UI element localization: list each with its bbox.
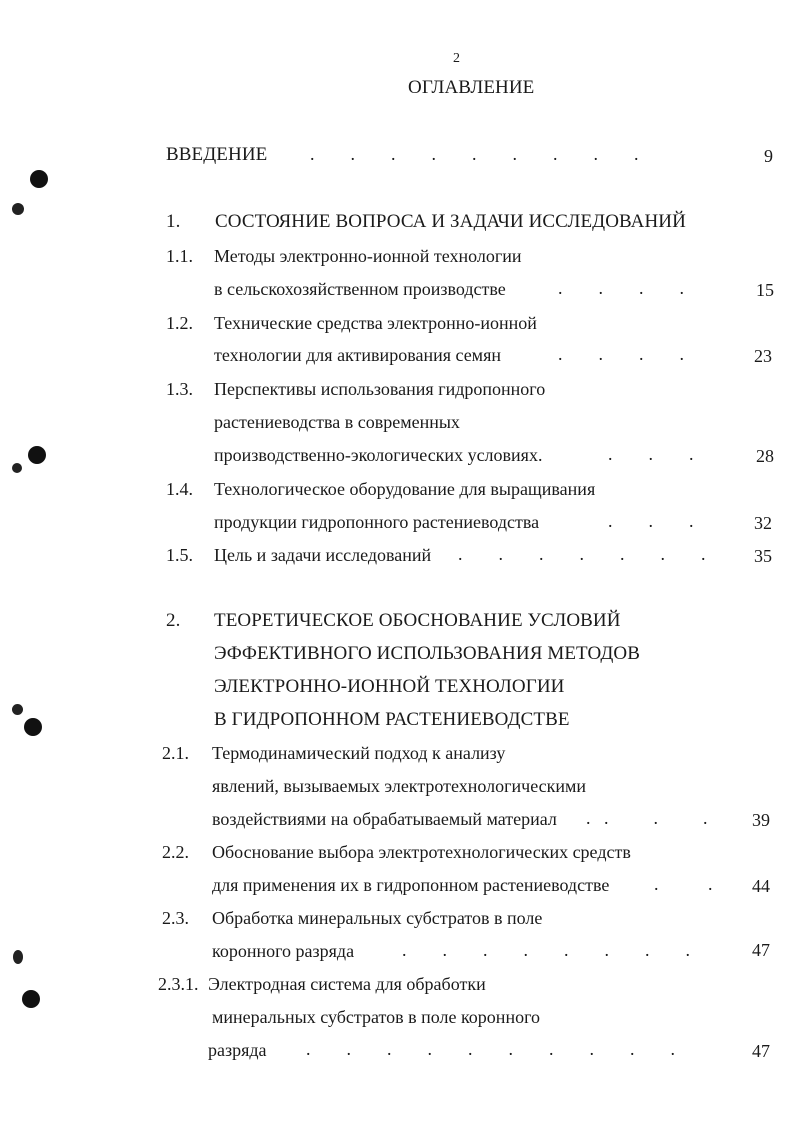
toc-item-line: Электродная система для обработки bbox=[208, 974, 486, 994]
toc-item-line: Цель и задачи исследований bbox=[214, 545, 432, 565]
toc-leader-dots: . . . bbox=[608, 444, 694, 464]
toc-item-page: 47 bbox=[752, 1041, 770, 1061]
toc-item-page: 32 bbox=[754, 513, 772, 533]
toc-ch1-title: СОСТОЯНИЕ ВОПРОСА И ЗАДАЧИ ИССЛЕДОВАНИЙ bbox=[215, 211, 686, 232]
toc-item-line: минеральных субстратов в поле коронного bbox=[212, 1007, 541, 1027]
toc-ch1-number: 1. bbox=[166, 211, 181, 232]
scan-speck bbox=[12, 463, 22, 473]
toc-item-number: 1.2. bbox=[166, 313, 193, 333]
toc-item-line: Технологическое оборудование для выращивания bbox=[214, 479, 596, 499]
toc-item-line: продукции гидропонного растениеводства bbox=[214, 512, 540, 532]
toc-item-page: 28 bbox=[756, 446, 774, 466]
toc-item-line: растениеводства в современных bbox=[214, 412, 460, 432]
toc-item-number: 1.3. bbox=[166, 379, 193, 399]
toc-leader-dots: . . . . . . . . bbox=[402, 940, 690, 960]
toc-item-line: технологии для активирования семян bbox=[214, 345, 501, 365]
toc-item-line: производственно-экологических условиях. bbox=[214, 445, 543, 465]
toc-item-page: 39 bbox=[752, 810, 770, 830]
toc-item-page: 23 bbox=[754, 346, 772, 366]
toc-item-page: 15 bbox=[756, 280, 774, 300]
scan-speck bbox=[13, 950, 23, 964]
toc-leader-dots: . . . . . . . . . . bbox=[306, 1039, 675, 1059]
toc-item-line: Методы электронно-ионной технологии bbox=[214, 246, 522, 266]
toc-item-page: 35 bbox=[754, 546, 772, 566]
toc-leader-dots: . . . bbox=[608, 511, 694, 531]
toc-item-number: 2.1. bbox=[162, 743, 189, 763]
toc-item-number: 2.3. bbox=[162, 908, 189, 928]
toc-ch2-title-line: В ГИДРОПОННОМ РАСТЕНИЕВОДСТВЕ bbox=[214, 709, 570, 730]
toc-item-line: Перспективы использования гидропонного bbox=[214, 379, 546, 399]
toc-leader-dots: . . . . . . . bbox=[458, 544, 706, 564]
binder-hole bbox=[28, 446, 46, 464]
toc-item-line: коронного разряда bbox=[212, 941, 355, 961]
toc-item-line: Обработка минеральных субстратов в поле bbox=[212, 908, 543, 928]
toc-leader-dots: . . bbox=[654, 874, 713, 894]
toc-ch2-title-line: ТЕОРЕТИЧЕСКОЕ ОБОСНОВАНИЕ УСЛОВИЙ bbox=[214, 610, 621, 631]
toc-item-line: Обоснование выбора электротехнологических средств bbox=[212, 842, 631, 862]
binder-hole bbox=[24, 718, 42, 736]
toc-ch2-number: 2. bbox=[166, 610, 181, 631]
toc-item-page: 44 bbox=[752, 876, 770, 896]
scan-speck bbox=[12, 203, 24, 215]
toc-item-number: 2.2. bbox=[162, 842, 189, 862]
toc-item-line: в сельскохозяйственном производстве bbox=[214, 279, 506, 299]
page-number: 2 bbox=[453, 51, 460, 66]
toc-intro-page: 9 bbox=[764, 146, 773, 166]
toc-item-line: воздействиями на обрабатываемый материал bbox=[212, 809, 557, 829]
scan-speck bbox=[12, 704, 23, 715]
toc-ch2-title-line: ЭЛЕКТРОННО-ИОННОЙ ТЕХНОЛОГИИ bbox=[214, 676, 565, 697]
toc-item-line: для применения их в гидропонном растениеводстве bbox=[212, 875, 610, 895]
toc-item-line: разряда bbox=[208, 1040, 267, 1060]
toc-leader-dots: . . . . . . . . . bbox=[310, 144, 639, 164]
toc-item-number: 1.5. bbox=[166, 545, 193, 565]
binder-hole bbox=[30, 170, 48, 188]
toc-item-line: явлений, вызываемых электротехнологическими bbox=[212, 776, 587, 796]
toc-item-number: 1.4. bbox=[166, 479, 193, 499]
toc-leader-dots: . . . . bbox=[558, 344, 684, 364]
toc-item-page: 47 bbox=[752, 940, 770, 960]
toc-ch2-title-line: ЭФФЕКТИВНОГО ИСПОЛЬЗОВАНИЯ МЕТОДОВ bbox=[214, 643, 641, 664]
binder-hole bbox=[22, 990, 40, 1008]
toc-item-number: 2.3.1. bbox=[158, 974, 199, 994]
toc-leader-dots: . . . . bbox=[558, 278, 684, 298]
toc-item-number: 1.1. bbox=[166, 246, 193, 266]
toc-leader-dots: . . . . bbox=[586, 808, 708, 828]
toc-intro-label: ВВЕДЕНИЕ bbox=[166, 144, 268, 165]
toc-item-line: Термодинамический подход к анализу bbox=[212, 743, 506, 763]
page-title: ОГЛАВЛЕНИЕ bbox=[408, 77, 535, 98]
toc-item-line: Технические средства электронно-ионной bbox=[214, 313, 537, 333]
